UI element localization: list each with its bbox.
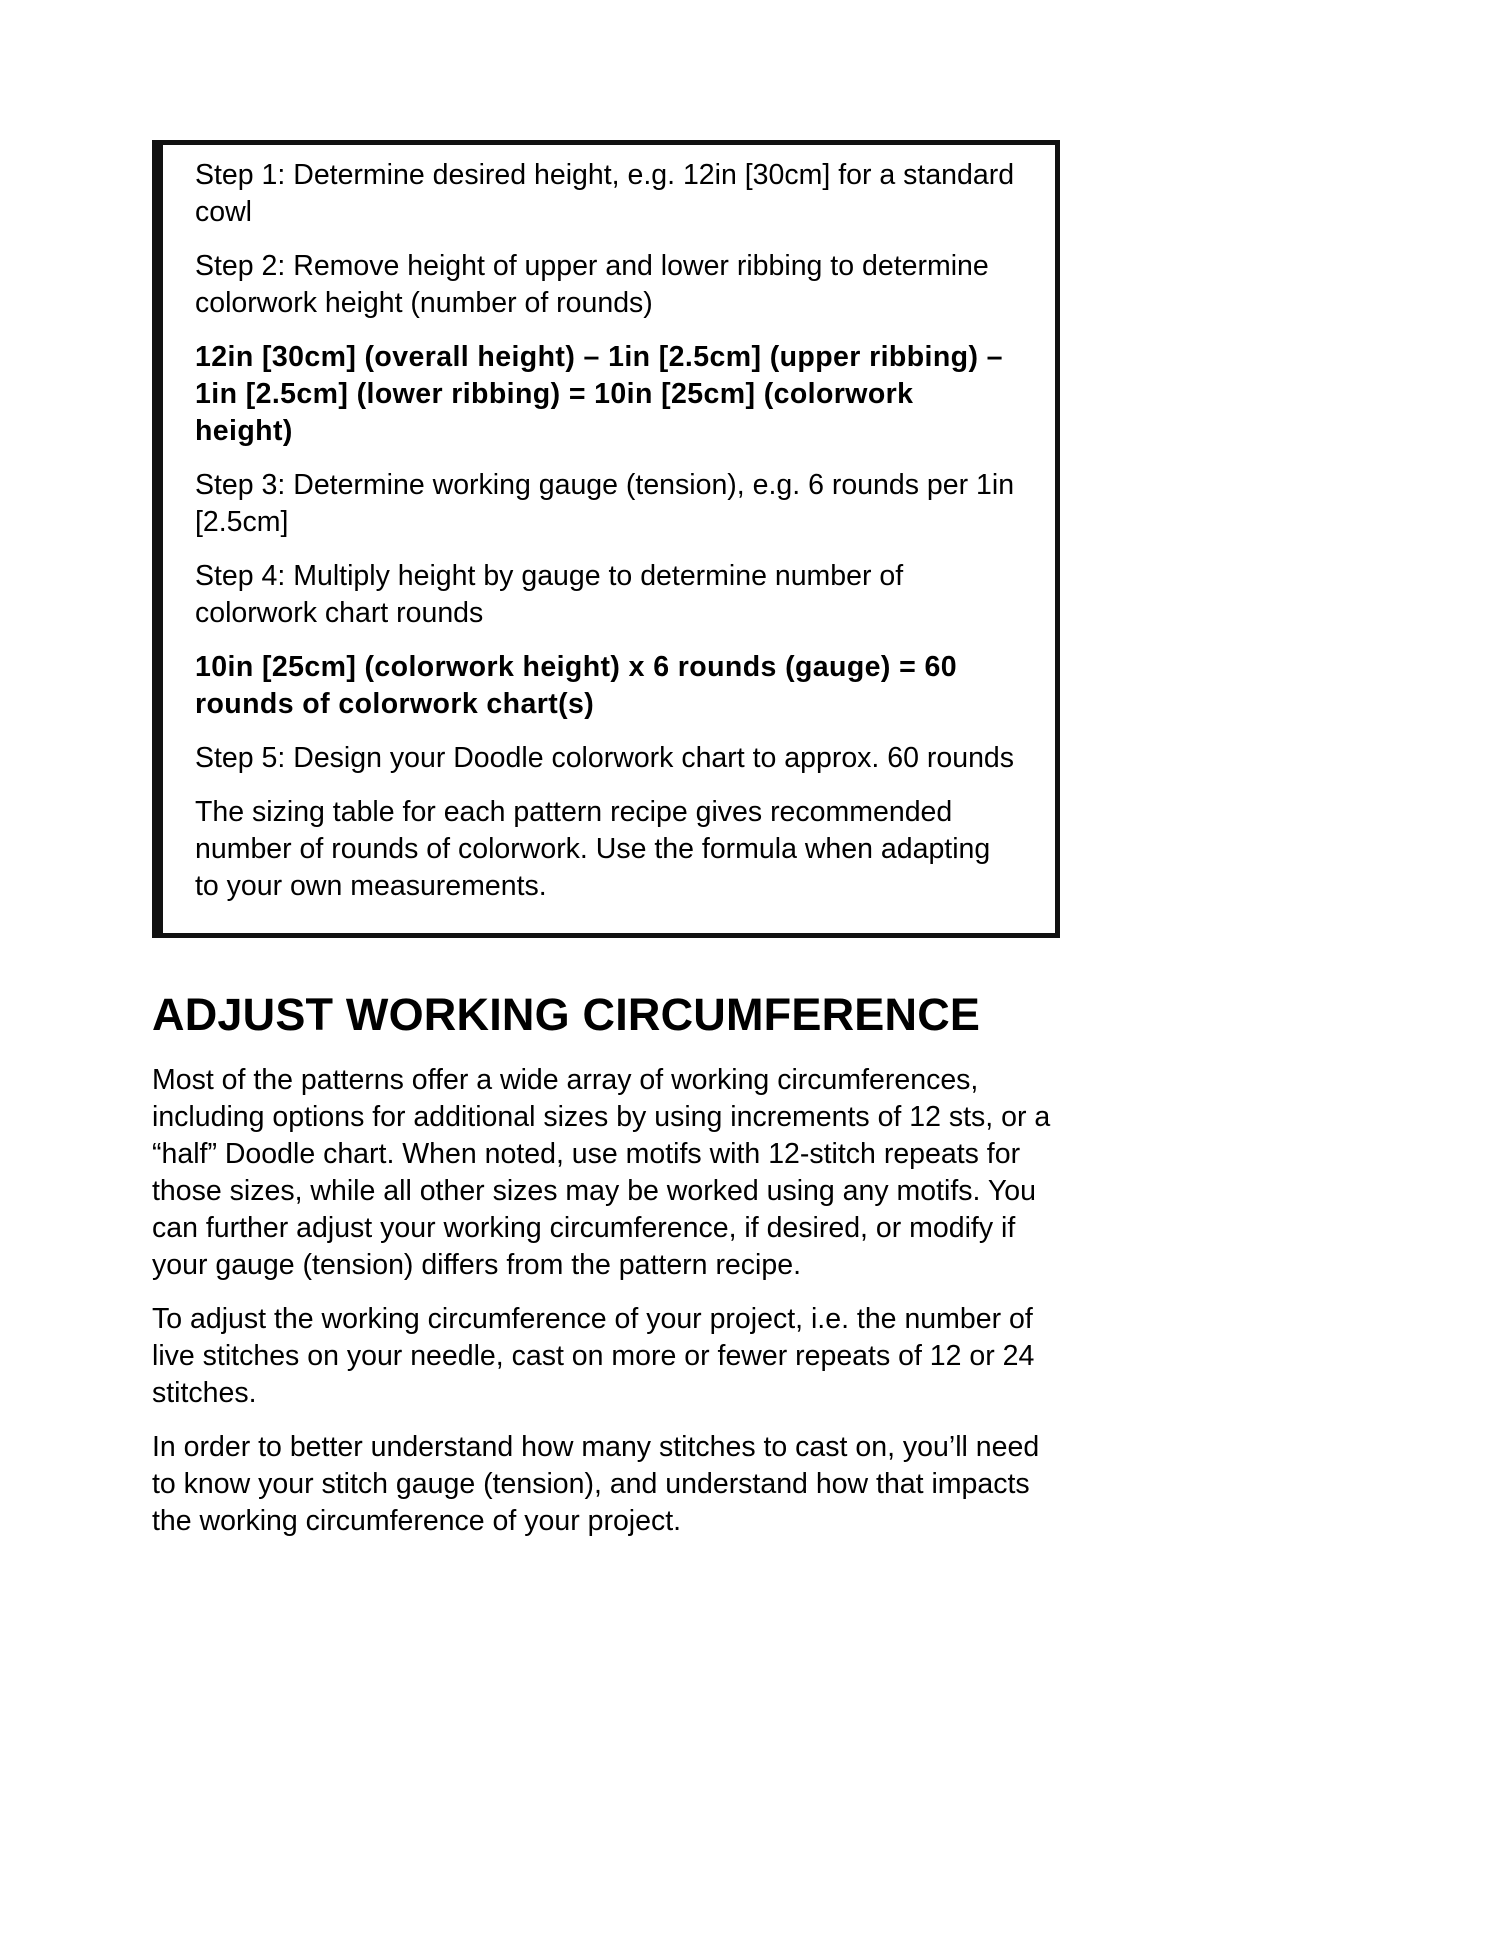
callout-note: The sizing table for each pattern recipe gives recommended number of rounds of colorwork. Use the formula when adapting to your own measurements. [195,796,991,902]
callout-step-2: Step 2: Remove height of upper and lower ribbing to determine colorwork height (number of rounds) [195,250,989,319]
callout-formula-rounds: 10in [25cm] (colorwork height) x 6 rounds (gauge) = 60 rounds of colorwork chart(s) [195,651,957,720]
page-content [152,140,1060,1540]
callout-formula-height: 12in [30cm] (overall height) – 1in [2.5cm] (upper ribbing) – 1in [2.5cm] (lower ribbing) = 10in [25cm] (colorwork height) [195,341,1003,447]
body-paragraph-1: Most of the patterns offer a wide array of working circumferences, including options for additional sizes by using increments of 12 sts, or a “half” Doodle chart. When noted, use motifs with 12-stitch repeats for those sizes, while all other sizes may be worked using any motifs. You can further adjust your working circumference, if desired, or modify if your gauge (tension) differs from the pattern recipe. [152,1064,1051,1281]
callout-step-5: Step 5: Design your Doodle colorwork chart to approx. 60 rounds [195,742,1015,774]
callout-step-1: Step 1: Determine desired height, e.g. 12in [30cm] for a standard cowl [195,159,1015,228]
section-body [152,1062,1060,1540]
body-paragraph-2: To adjust the working circumference of your project, i.e. the number of live stitches on your needle, cast on more or fewer repeats of 12 or 24 stitches. [152,1303,1035,1409]
callout-step-3: Step 3: Determine working gauge (tension), e.g. 6 rounds per 1in [2.5cm] [195,469,1015,538]
formula-callout-box [152,140,1060,938]
callout-step-4: Step 4: Multiply height by gauge to determine number of colorwork chart rounds [195,560,904,629]
section-heading: ADJUST WORKING CIRCUMFERENCE [152,989,981,1040]
body-paragraph-3: In order to better understand how many stitches to cast on, you’ll need to know your stitch gauge (tension), and understand how that impacts the working circumference of your project. [152,1431,1040,1537]
